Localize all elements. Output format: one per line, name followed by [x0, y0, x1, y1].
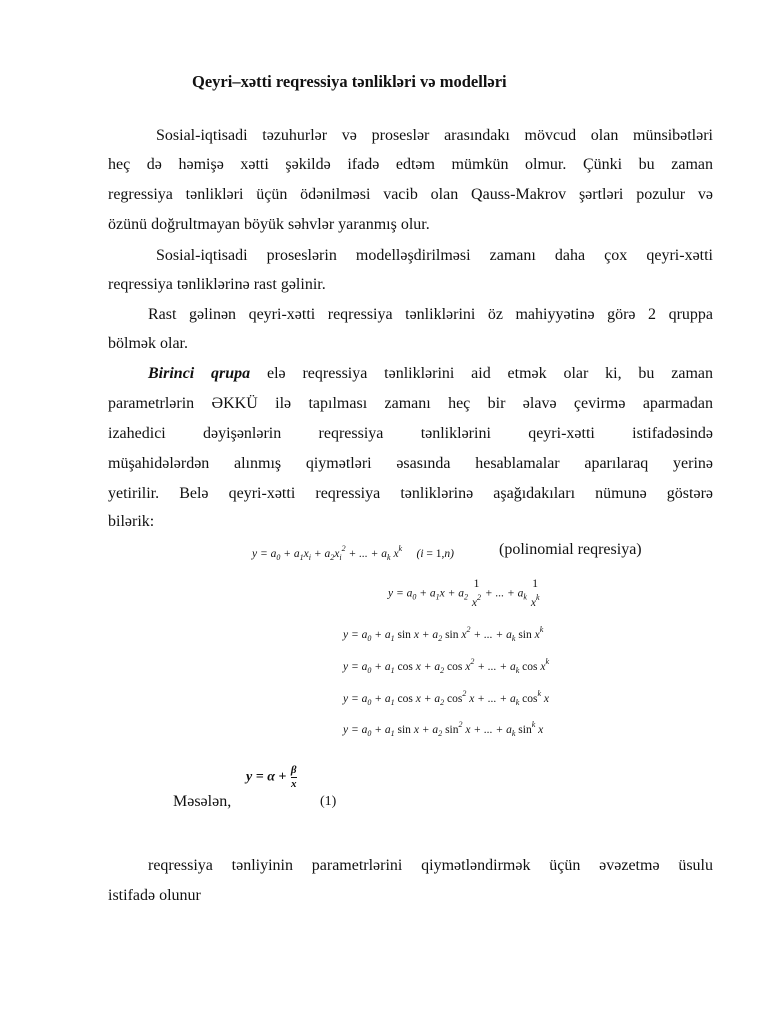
paragraph-1-line-1: Sosial-iqtisadi təzuhurlər və proseslər arasındakı mövcud olan münsibətləri	[156, 127, 713, 144]
page-title: Qeyri–xətti reqressiya tənlikləri və modelləri	[192, 72, 507, 91]
equation-cosine-powers: $y = a_0 + a_1$ $\cos x + a_2$ $\cos x^2$ + ... + $a_k$ $\cos x^k$	[343, 657, 550, 675]
paragraph-3-line-1: Rast gəlinən qeyri-xətti reqressiya tənliklərini öz mahiyyətinə görə 2 qruppa	[148, 306, 713, 323]
paragraph-4-line-6: bilərik:	[108, 513, 155, 530]
paragraph-5-line-1: reqressiya tənliyinin parametrlərini qiymətləndirmək üçün əvəzetmə üsulu	[148, 857, 713, 874]
equation-note: (polinomial reqresiya)	[499, 541, 642, 558]
equation-example: y = α + $\frac{\beta}{x}$	[246, 764, 297, 790]
paragraph-4-line-1	[148, 364, 713, 384]
paragraph-4-line-3: izahedici dəyişənlərin reqressiya tənliklərini qeyri-xətti istifadəsində	[108, 425, 713, 442]
equation-sine-powers: $y = a_0 + a_1$ $\sin x + a_2$ $\sin x^2$ + ... + $a_k$ $\sin x^k$	[343, 625, 544, 643]
paragraph-1-line-3: regressiya tənlikləri üçün ödənilməsi vacib olan Qauss-Makrov şərtləri pozulur və	[108, 186, 713, 203]
paragraph-1-line-2: heç də həmişə xətti şəkildə ifadə edtəm mümkün olmur. Çünki bu zaman	[108, 156, 713, 173]
paragraph-2-line-1: Sosial-iqtisadi proseslərin modelləşdirilməsi zamanı daha çox qeyri-xətti	[156, 247, 713, 264]
paragraph-1-line-4: özünü doğrultmayan böyük səhvlər yaranmış olur.	[108, 216, 430, 233]
paragraph-5-line-2: istifadə olunur	[108, 887, 201, 904]
example-label: Məsələn,	[173, 793, 232, 810]
example-number: (1)	[320, 794, 337, 809]
paragraph-2-line-2: reqressiya tənliklərinə rast gəlinir.	[108, 276, 326, 293]
emphasis-lead: Birinci qrupa	[148, 365, 251, 382]
paragraph-4-line-1-text: elə reqressiya tənliklərini aid etmək olar ki, bu zaman	[250, 365, 714, 382]
paragraph-4-line-4: müşahidələrdən alınmış qiymətləri əsasında hesablamalar aparılaraq yerinə	[108, 455, 713, 472]
equation-polynomial: $y = a_0 + a_1x_i + a_2x_i^2$ + ... + $a_k$ $x^k$ (i = 1,n)	[252, 544, 454, 562]
equation-cosine-exponent: $y = a_0 + a_1$ $\cos x + a_2$ $\cos^2 x$ + ... + $a_k$ $\cos^k x$	[343, 689, 550, 707]
paragraph-3-line-2: bölmək olar.	[108, 335, 188, 352]
equation-hyperbolic: $y = a_0 + a_1x + a_2$ 1 $x^2$ + ... + $a_k$ 1 $x^k$	[388, 578, 540, 609]
equation-sine-exponent: $y = a_0 + a_1$ $\sin x + a_2$ $\sin^2 x$ + ... + $a_k$ $\sin^k x$	[343, 720, 544, 738]
paragraph-4-line-5: yetirilir. Belə qeyri-xətti reqressiya tənliklərinə aşağıdakıları nümunə göstərə	[108, 485, 713, 502]
paragraph-4-line-2: parametrlərin ƏKKÜ ilə tapılması zamanı heç bir əlavə çevirmə aparmadan	[108, 395, 713, 412]
